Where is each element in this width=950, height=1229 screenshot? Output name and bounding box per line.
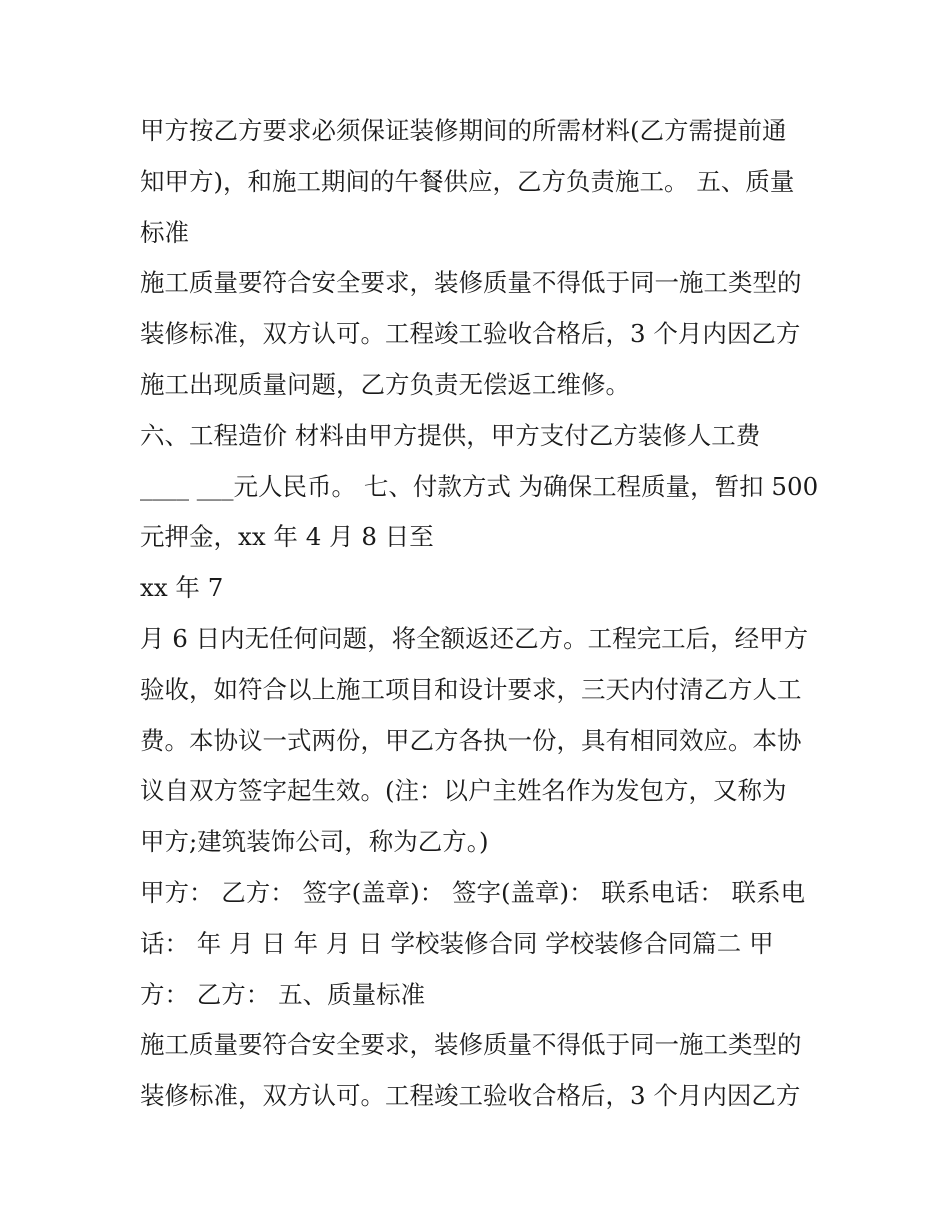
text-line: xx 年 7: [140, 573, 224, 603]
paragraph-cost-payment: [140, 411, 820, 563]
text-line: 施工质量要符合安全要求，装修质量不得低于同一施工类型的: [140, 268, 802, 298]
text-line: 甲方： 乙方： 签字(盖章)： 签字(盖章)： 联系电话： 联系电: [140, 877, 806, 907]
text-line: 装修标准，双方认可。工程竣工验收合格后，3 个月内因乙方: [140, 319, 801, 349]
text-line: ____ ___元人民币。 七、付款方式 为确保工程质量，暂扣 500: [140, 471, 819, 501]
paragraph-materials: [140, 106, 820, 258]
paragraph-refund-terms: [140, 614, 820, 868]
text-line: 议自双方签字起生效。(注：以户主姓名作为发包方，又称为: [140, 776, 787, 806]
text-line: 知甲方)，和施工期间的午餐供应，乙方负责施工。 五、质量: [140, 166, 795, 196]
text-line: 月 6 日内无任何问题，将全额返还乙方。工程完工后，经甲方: [140, 623, 809, 653]
text-line: 方： 乙方： 五、质量标准: [140, 979, 426, 1009]
paragraph-quality-standard: [140, 258, 820, 410]
text-line: 施工质量要符合安全要求，装修质量不得低于同一施工类型的: [140, 1030, 802, 1060]
text-line: 甲方按乙方要求必须保证装修期间的所需材料(乙方需提前通: [140, 116, 787, 145]
text-line: 验收，如符合以上施工项目和设计要求，三天内付清乙方人工: [140, 674, 802, 704]
text-line: 施工出现质量问题，乙方负责无偿返工维修。: [140, 369, 630, 399]
paragraph-signatures: [140, 868, 820, 1020]
text-line: 费。本协议一式两份，甲乙方各执一份，具有相同效应。本协: [140, 725, 802, 755]
text-line: 装修标准，双方认可。工程竣工验收合格后，3 个月内因乙方: [140, 1081, 801, 1111]
text-line: 六、工程造价 材料由甲方提供，甲方支付乙方装修人工费: [140, 420, 761, 450]
text-line: 话： 年 月 日 年 月 日 学校装修合同 学校装修合同篇二 甲: [140, 928, 774, 958]
paragraph-quality-standard-repeat: [140, 1020, 820, 1122]
document-body: [140, 106, 820, 1122]
text-line: 标准: [140, 217, 189, 247]
paragraph-date-fragment: [140, 563, 820, 614]
text-line: 元押金，xx 年 4 月 8 日至: [140, 522, 434, 552]
text-line: 甲方;建筑装饰公司，称为乙方。): [140, 827, 489, 857]
